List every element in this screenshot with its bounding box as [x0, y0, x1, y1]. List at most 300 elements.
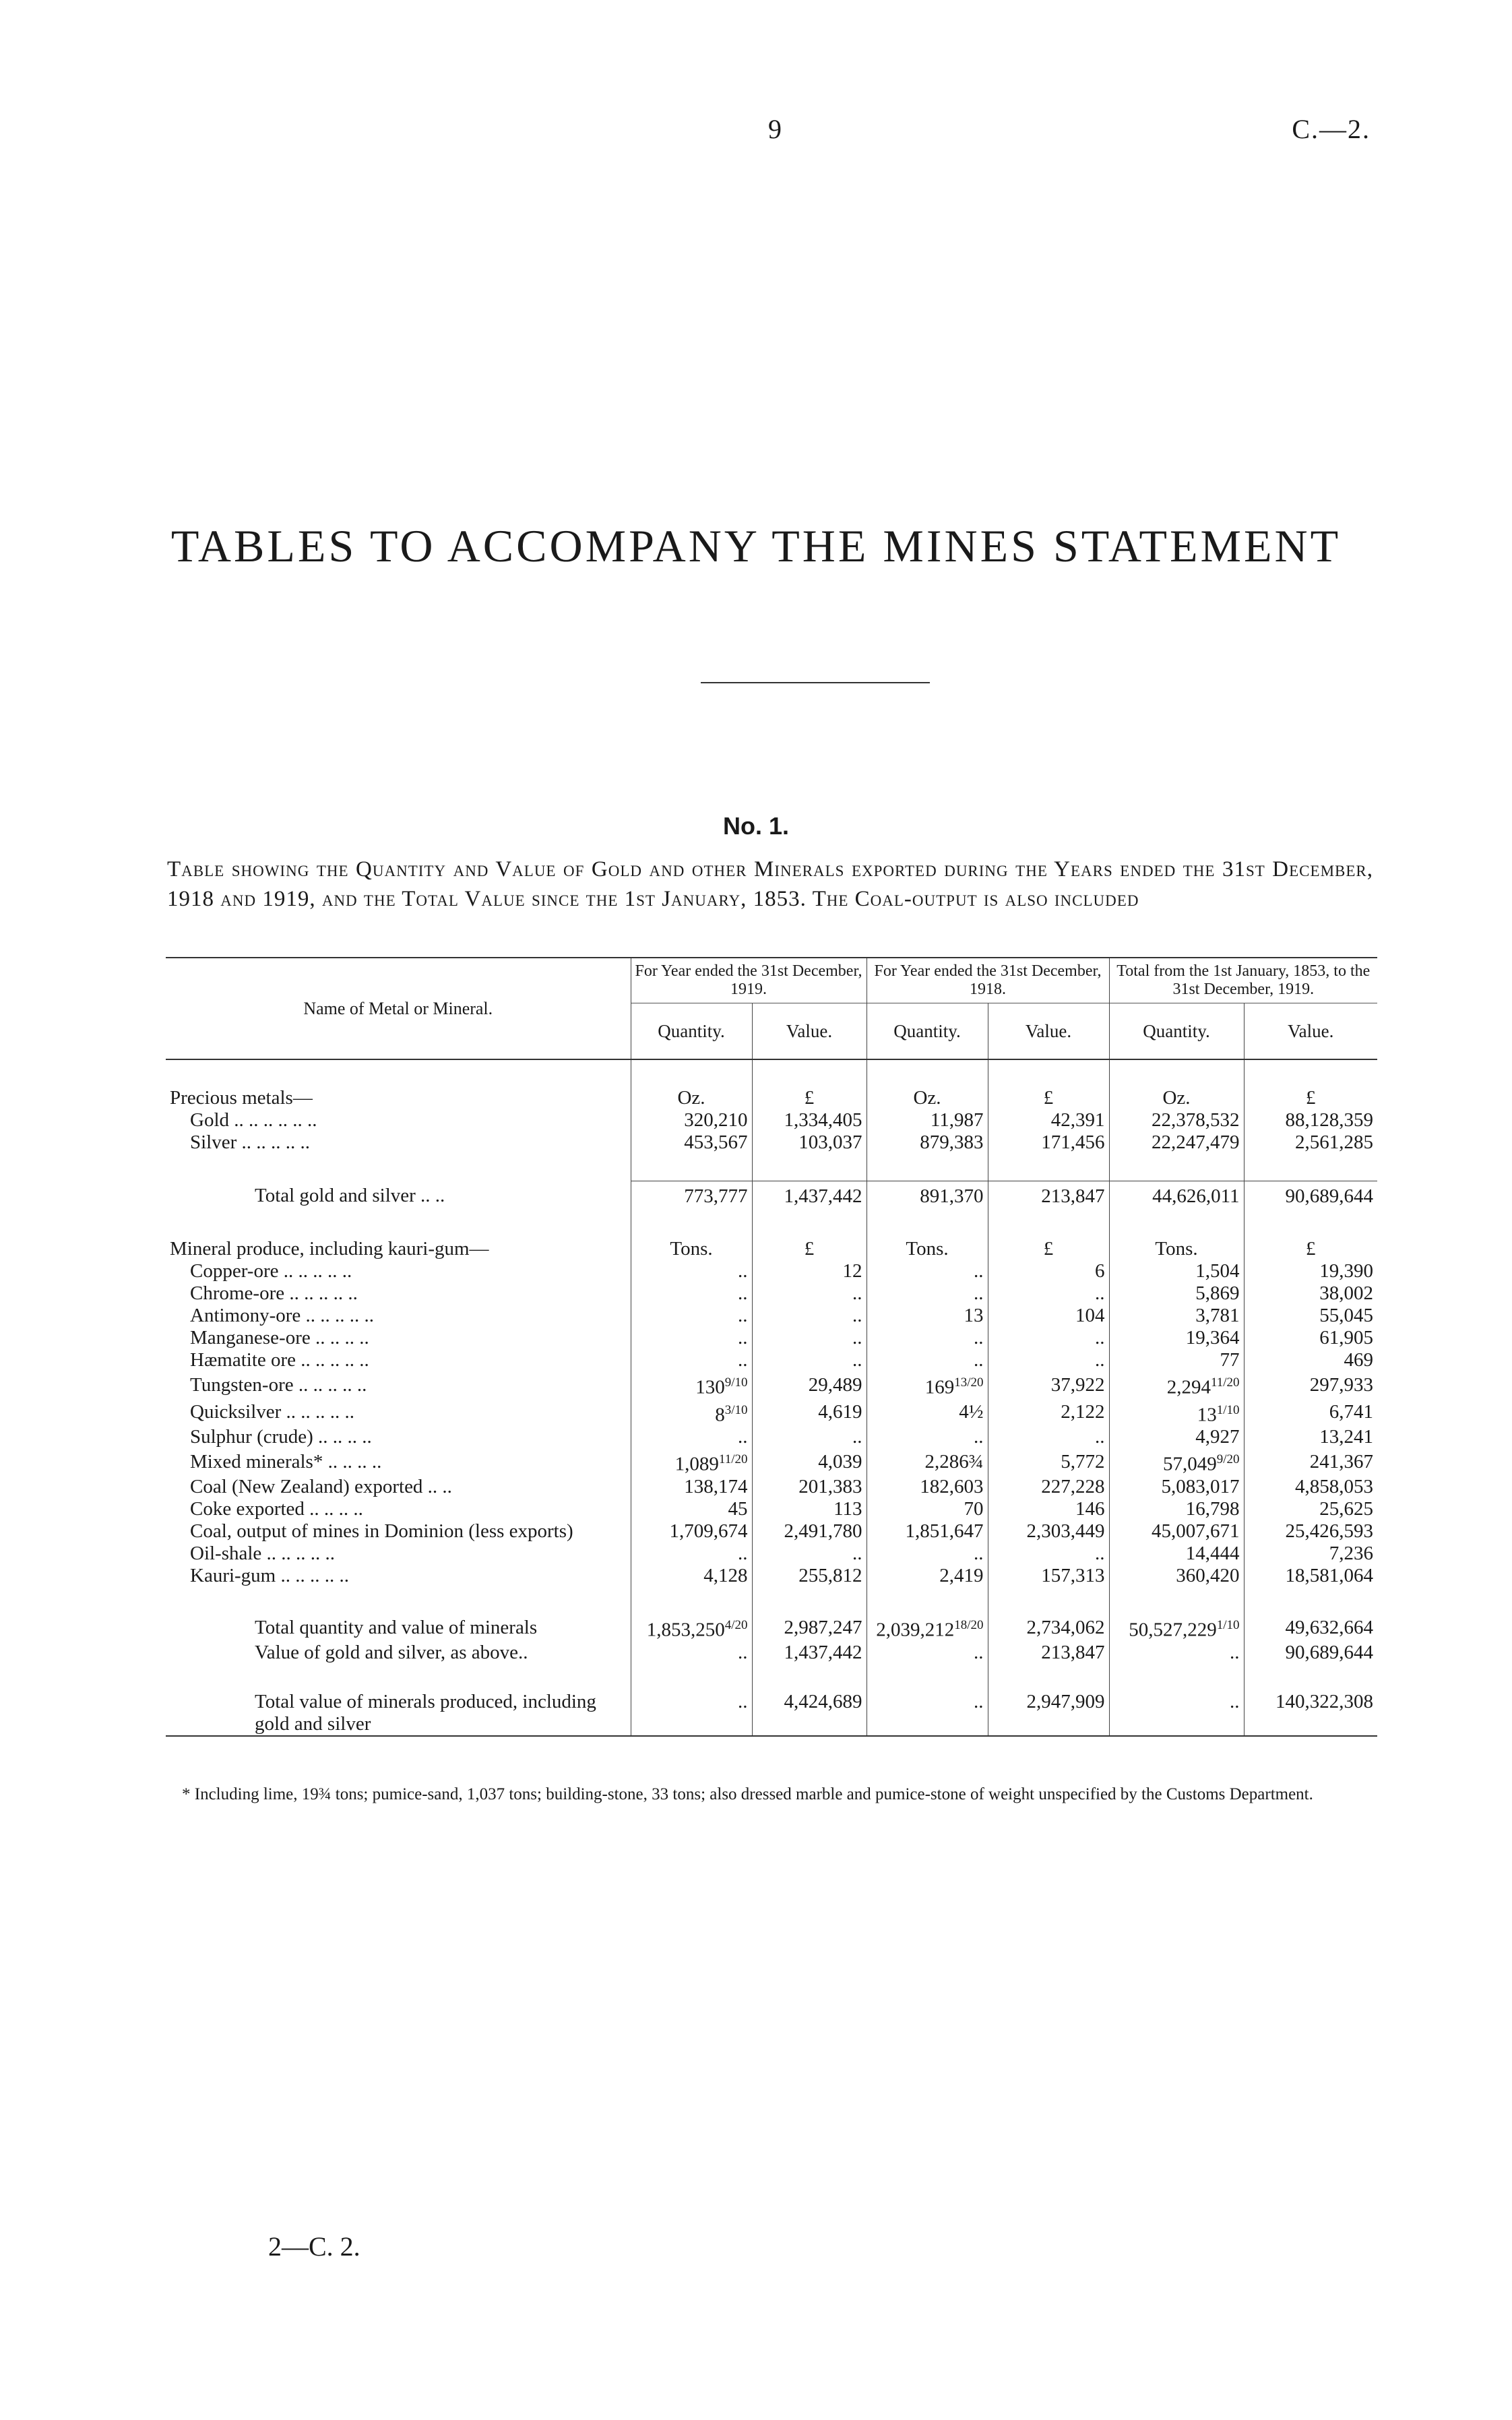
cell-value [988, 1476, 1109, 1498]
cell-value [1109, 1349, 1244, 1371]
table-row-total-minerals [166, 1614, 1377, 1642]
cell-number: .. [738, 1542, 748, 1564]
cell-number: .. [1230, 1690, 1240, 1712]
cell-number: 90,689,644 [1285, 1185, 1374, 1207]
cell-number: .. [738, 1305, 748, 1326]
cell-number: 2,286¾ [924, 1451, 984, 1473]
row-label: Total gold and silver .. .. [255, 1185, 445, 1207]
cell-number: .. [738, 1349, 748, 1371]
cell-value [988, 1371, 1109, 1399]
cell-value [1109, 1260, 1244, 1282]
page-number: 9 [768, 114, 782, 144]
cell-number: 77 [1220, 1349, 1240, 1371]
table-row-gold [166, 1109, 1377, 1131]
cell-number: .. [738, 1282, 748, 1304]
row-label: Tungsten-ore .. .. .. .. .. [190, 1373, 367, 1396]
cell-value [631, 1426, 752, 1448]
table-row-mixed-minerals [166, 1448, 1377, 1476]
cell-value [867, 1109, 988, 1131]
cell-value [1244, 1399, 1377, 1427]
cell-number: 22,247,479 [1152, 1131, 1240, 1153]
cell-value [988, 1181, 1109, 1212]
cell-number: 1,851,647 [905, 1520, 984, 1542]
col-value-1918: Value. [988, 1003, 1109, 1060]
footnote: * Including lime, 19¾ tons; pumice-sand, 1,037 tons; building-stone, 33 tons; also dressed marble and pumice-stone of weight unspecified by the Customs Department. [182, 1785, 1313, 1803]
cell-value [752, 1371, 867, 1399]
cell-number: 2,734,062 [1026, 1616, 1105, 1638]
section-label-minerals: Mineral produce, including kauri-gum— [170, 1238, 489, 1260]
table-row-copper [166, 1260, 1377, 1282]
cell-number: .. [974, 1690, 984, 1712]
cell-number: 2,947,909 [1026, 1690, 1105, 1712]
cell-number: 14,444 [1185, 1542, 1240, 1564]
section-label-precious: Precious metals— [170, 1087, 313, 1109]
cell-number: 50,527,229 [1129, 1619, 1217, 1641]
cell-number: 773,777 [684, 1185, 748, 1207]
cell-value [752, 1305, 867, 1327]
cell-number: 138,174 [684, 1475, 748, 1497]
cell-value [1109, 1565, 1244, 1587]
row-label: Coal, output of mines in Dominion (less exports) [190, 1520, 573, 1542]
cell-number: .. [852, 1426, 862, 1448]
cell-value [1109, 1498, 1244, 1520]
cell-value [631, 1565, 752, 1587]
cell-value [752, 1282, 867, 1305]
cell-number: .. [738, 1327, 748, 1348]
cell-number: .. [738, 1641, 748, 1663]
table-row-haematite [166, 1349, 1377, 1371]
cell-value [752, 1448, 867, 1476]
table-number: No. 1. [722, 812, 789, 840]
cell-value [1109, 1371, 1244, 1399]
cell-value [867, 1282, 988, 1305]
cell-number: 18,581,064 [1285, 1564, 1374, 1586]
cell-value [867, 1476, 988, 1498]
cell-value [752, 1131, 867, 1154]
cell-value [1109, 1691, 1244, 1736]
cell-value [631, 1498, 752, 1520]
cell-value [1244, 1520, 1377, 1543]
cell-number: 70 [964, 1497, 984, 1520]
cell-value [631, 1520, 752, 1543]
cell-number: 42,391 [1050, 1109, 1105, 1131]
cell-value [752, 1327, 867, 1349]
cell-number: 1,709,674 [669, 1520, 748, 1542]
row-label: Chrome-ore .. .. .. .. .. [190, 1282, 358, 1304]
col-value-total: Value. [1244, 1003, 1377, 1060]
cell-value [1109, 1305, 1244, 1327]
cell-number: .. [974, 1282, 984, 1304]
cell-number: 37,922 [1050, 1373, 1105, 1396]
cell-number: .. [974, 1349, 984, 1371]
cell-number: 1,504 [1195, 1260, 1240, 1282]
main-title: TABLES TO ACCOMPANY THE MINES STATEMENT [170, 520, 1342, 571]
cell-number: 213,847 [1041, 1641, 1105, 1663]
cell-value [752, 1260, 867, 1282]
cell-number: 169 [924, 1376, 955, 1398]
table-row-coal-exported [166, 1476, 1377, 1498]
row-label: Coal (New Zealand) exported .. .. [190, 1475, 452, 1497]
cell-number: 88,128,359 [1285, 1109, 1374, 1131]
cell-value [752, 1543, 867, 1565]
row-label: Mixed minerals* .. .. .. .. [190, 1451, 382, 1473]
cell-number: 25,426,593 [1285, 1520, 1374, 1542]
spacer-row [166, 1211, 1377, 1238]
row-label: Oil-shale .. .. .. .. .. [190, 1542, 336, 1564]
cell-value [1109, 1426, 1244, 1448]
cell-value [752, 1181, 867, 1212]
cell-number: 146 [1075, 1497, 1105, 1520]
header-row-groups [166, 958, 1377, 1003]
cell-value [1109, 1476, 1244, 1498]
cell-fraction: 3/10 [724, 1402, 748, 1417]
row-label: Quicksilver .. .. .. .. .. [190, 1401, 355, 1423]
cell-number: 19,364 [1185, 1327, 1240, 1348]
cell-number: .. [974, 1426, 984, 1448]
cell-value [631, 1260, 752, 1282]
cell-value [988, 1131, 1109, 1154]
cell-number: .. [852, 1327, 862, 1348]
cell-number: 38,002 [1319, 1282, 1374, 1304]
cell-value [631, 1327, 752, 1349]
cell-fraction: 9/20 [1216, 1452, 1240, 1467]
cell-number: 469 [1344, 1349, 1374, 1371]
cell-number: .. [974, 1542, 984, 1564]
table-row-manganese [166, 1327, 1377, 1349]
cell-value [988, 1109, 1109, 1131]
cell-value [867, 1399, 988, 1427]
cell-value [1244, 1327, 1377, 1349]
cell-number: 44,626,011 [1152, 1185, 1240, 1207]
cell-value [631, 1642, 752, 1664]
cell-value [867, 1371, 988, 1399]
cell-number: .. [852, 1349, 862, 1371]
cell-value [631, 1543, 752, 1565]
cell-number: .. [1095, 1282, 1105, 1304]
cell-value [631, 1691, 752, 1736]
cell-value [1244, 1426, 1377, 1448]
cell-number: .. [738, 1260, 748, 1282]
cell-number: 2,987,247 [784, 1616, 862, 1638]
cell-number: .. [738, 1690, 748, 1712]
cell-number: 2,294 [1166, 1376, 1211, 1398]
cell-number: 201,383 [798, 1475, 862, 1497]
cell-value [867, 1305, 988, 1327]
cell-value [631, 1349, 752, 1371]
table-row-chrome [166, 1282, 1377, 1305]
cell-number: 45,007,671 [1152, 1520, 1240, 1542]
spacer-row [166, 1154, 1377, 1181]
unit-cell: £ [752, 1238, 867, 1260]
cell-number: 157,313 [1041, 1564, 1105, 1586]
cell-value [1244, 1543, 1377, 1565]
section-row-precious [166, 1087, 1377, 1109]
cell-value [1244, 1614, 1377, 1642]
page-signature: 2—C. 2. [268, 2231, 360, 2262]
row-label: Total value of minerals produced, including gold and silver [166, 1691, 631, 1736]
cell-value [631, 1181, 752, 1212]
cell-number: 113 [833, 1497, 862, 1520]
cell-value [631, 1371, 752, 1399]
cell-number: 213,847 [1041, 1185, 1105, 1207]
col-value-1919: Value. [752, 1003, 867, 1060]
cell-number: .. [1095, 1542, 1105, 1564]
cell-number: .. [1230, 1641, 1240, 1663]
row-label: Sulphur (crude) .. .. .. .. [190, 1426, 372, 1448]
cell-value [988, 1448, 1109, 1476]
cell-value [1109, 1642, 1244, 1664]
table-row-oil-shale [166, 1543, 1377, 1565]
cell-number: 19,390 [1319, 1260, 1374, 1282]
cell-number: 4,039 [818, 1451, 862, 1473]
cell-number: 879,383 [920, 1131, 984, 1153]
cell-value [631, 1131, 752, 1154]
cell-number: 5,083,017 [1161, 1475, 1240, 1497]
cell-number: 1,437,442 [784, 1185, 862, 1207]
cell-number: 360,420 [1176, 1564, 1240, 1586]
cell-value [867, 1543, 988, 1565]
cell-number: 29,489 [808, 1373, 862, 1396]
cell-number: 103,037 [798, 1131, 862, 1153]
cell-value [988, 1399, 1109, 1427]
cell-number: 1,437,442 [784, 1641, 862, 1663]
cell-value [988, 1260, 1109, 1282]
cell-value [1244, 1109, 1377, 1131]
cell-value [867, 1614, 988, 1642]
cell-number: .. [738, 1426, 748, 1448]
col-header-name-text: Name of Metal or Mineral. [303, 998, 493, 1018]
unit-cell: £ [1244, 1087, 1377, 1109]
cell-fraction: 1/10 [1216, 1617, 1240, 1632]
cell-number: 171,456 [1041, 1131, 1105, 1153]
cell-value [1244, 1181, 1377, 1212]
cell-value [752, 1399, 867, 1427]
cell-value [867, 1448, 988, 1476]
cell-value [988, 1642, 1109, 1664]
cell-number: 297,933 [1309, 1373, 1374, 1396]
cell-number: 8 [715, 1404, 725, 1426]
cell-value [867, 1691, 988, 1736]
cell-value [867, 1642, 988, 1664]
cell-number: 891,370 [920, 1185, 984, 1207]
cell-value [631, 1282, 752, 1305]
cell-value [988, 1565, 1109, 1587]
minerals-table [166, 957, 1377, 1737]
cell-number: 2,561,285 [1295, 1131, 1374, 1153]
col-group-total: Total from the 1st January, 1853, to the 31st December, 1919. [1109, 958, 1377, 1003]
cell-value [1109, 1131, 1244, 1154]
unit-cell: £ [1244, 1238, 1377, 1260]
unit-cell: Oz. [867, 1087, 988, 1109]
unit-cell: Oz. [631, 1087, 752, 1109]
cell-value [867, 1260, 988, 1282]
cell-value [752, 1498, 867, 1520]
cell-value [752, 1614, 867, 1642]
caption-text: Table showing the Quantity and Value of Gold and other Minerals exported during the Years ended the 31st December, 1918 and 1919, and the Total Value since the 1st January, 1853. The Coal-output is also included [167, 857, 1373, 911]
table-row-antimony [166, 1305, 1377, 1327]
cell-number: 13 [964, 1305, 984, 1326]
table-caption [167, 855, 1373, 914]
cell-number: 6,741 [1329, 1401, 1374, 1423]
table-row-quicksilver [166, 1399, 1377, 1427]
cell-value [1244, 1305, 1377, 1327]
cell-number: 227,228 [1041, 1475, 1105, 1497]
cell-value [631, 1399, 752, 1427]
cell-value [988, 1498, 1109, 1520]
cell-number: 4,424,689 [784, 1690, 862, 1712]
cell-number: 22,378,532 [1152, 1109, 1240, 1131]
cell-value [867, 1327, 988, 1349]
cell-number: 4,858,053 [1295, 1475, 1374, 1497]
cell-number: 4,927 [1195, 1426, 1240, 1448]
row-label: Kauri-gum .. .. .. .. .. [190, 1564, 349, 1586]
cell-fraction: 9/10 [724, 1375, 748, 1390]
unit-cell: Tons. [1109, 1238, 1244, 1260]
cell-number: 57,049 [1163, 1453, 1217, 1475]
cell-value [988, 1426, 1109, 1448]
cell-value [631, 1109, 752, 1131]
row-label: Value of gold and silver, as above.. [255, 1641, 528, 1663]
cell-value [867, 1349, 988, 1371]
cell-value [1244, 1131, 1377, 1154]
col-group-1918: For Year ended the 31st December, 1918. [867, 958, 1109, 1003]
cell-value [752, 1691, 867, 1736]
spacer-row [166, 1059, 1377, 1087]
cell-value [988, 1691, 1109, 1736]
cell-number: 4,128 [703, 1564, 748, 1586]
cell-number: 453,567 [684, 1131, 748, 1153]
cell-number: 25,625 [1319, 1497, 1374, 1520]
cell-value [1244, 1282, 1377, 1305]
cell-number: 1,853,250 [646, 1619, 725, 1641]
cell-value [631, 1448, 752, 1476]
cell-number: 12 [842, 1260, 862, 1282]
cell-fraction: 18/20 [954, 1617, 984, 1632]
cell-number: 49,632,664 [1285, 1616, 1374, 1638]
cell-number: 140,322,308 [1275, 1690, 1374, 1712]
table-row-sulphur [166, 1426, 1377, 1448]
cell-number: 2,303,449 [1026, 1520, 1105, 1542]
cell-number: 182,603 [920, 1475, 984, 1497]
row-label: Total quantity and value of minerals [255, 1616, 538, 1638]
cell-fraction: 13/20 [954, 1375, 984, 1390]
cell-value [867, 1520, 988, 1543]
cell-value [988, 1305, 1109, 1327]
row-label: Coke exported .. .. .. .. [190, 1497, 363, 1520]
col-quantity-1918: Quantity. [867, 1003, 988, 1060]
cell-value [1109, 1282, 1244, 1305]
cell-value [1109, 1327, 1244, 1349]
cell-value [1244, 1349, 1377, 1371]
table-row-coal-output [166, 1520, 1377, 1543]
minerals-table-wrapper [166, 957, 1377, 1737]
cell-value [1244, 1565, 1377, 1587]
cell-value [1244, 1691, 1377, 1736]
cell-number: .. [974, 1641, 984, 1663]
cell-value [867, 1131, 988, 1154]
cell-fraction: 4/20 [724, 1617, 748, 1632]
cell-number: .. [974, 1260, 984, 1282]
cell-number: 55,045 [1319, 1305, 1374, 1326]
cell-number: 5,772 [1061, 1451, 1105, 1473]
cell-number: .. [852, 1282, 862, 1304]
cell-value [1244, 1642, 1377, 1664]
cell-number: .. [1095, 1327, 1105, 1348]
cell-number: 5,869 [1195, 1282, 1240, 1304]
col-quantity-1919: Quantity. [631, 1003, 752, 1060]
cell-value [752, 1642, 867, 1664]
cell-fraction: 1/10 [1216, 1402, 1240, 1417]
spacer-row [166, 1587, 1377, 1614]
document-reference: C.—2. [1292, 114, 1371, 144]
table-row-tungsten [166, 1371, 1377, 1399]
cell-number: 61,905 [1319, 1327, 1374, 1348]
col-header-name [166, 958, 631, 1059]
cell-number: .. [1095, 1426, 1105, 1448]
cell-value [867, 1181, 988, 1212]
cell-value [867, 1498, 988, 1520]
row-label: Antimony-ore .. .. .. .. .. [190, 1305, 375, 1326]
cell-value [867, 1426, 988, 1448]
cell-value [1109, 1520, 1244, 1543]
cell-number: .. [852, 1305, 862, 1326]
cell-value [1244, 1498, 1377, 1520]
cell-number: 4,619 [818, 1401, 862, 1423]
row-label: Hæmatite ore .. .. .. .. .. [190, 1349, 369, 1371]
cell-value [988, 1349, 1109, 1371]
cell-number: 3,781 [1195, 1305, 1240, 1326]
title-rule [701, 682, 930, 683]
cell-value [1109, 1543, 1244, 1565]
cell-value [1109, 1614, 1244, 1642]
cell-value [631, 1476, 752, 1498]
unit-cell: Oz. [1109, 1087, 1244, 1109]
cell-value [1109, 1181, 1244, 1212]
cell-number: 2,039,212 [876, 1619, 955, 1641]
cell-number: 2,491,780 [784, 1520, 862, 1542]
cell-number: 1,089 [674, 1453, 719, 1475]
cell-value [752, 1109, 867, 1131]
cell-value [988, 1327, 1109, 1349]
cell-number: 11,987 [930, 1109, 984, 1131]
cell-value [752, 1520, 867, 1543]
cell-number: 45 [728, 1497, 748, 1520]
cell-number: 2,122 [1061, 1401, 1105, 1423]
cell-value [631, 1614, 752, 1642]
cell-number: .. [974, 1327, 984, 1348]
cell-value [988, 1520, 1109, 1543]
cell-value [752, 1565, 867, 1587]
cell-number: 104 [1075, 1305, 1105, 1326]
row-label: Silver .. .. .. .. .. [190, 1131, 311, 1153]
cell-number: 4½ [959, 1401, 984, 1423]
cell-value [1109, 1399, 1244, 1427]
spacer-row [166, 1664, 1377, 1691]
cell-fraction: 11/20 [1210, 1375, 1240, 1390]
cell-value [1244, 1448, 1377, 1476]
unit-cell: £ [752, 1087, 867, 1109]
cell-number: 16,798 [1185, 1497, 1240, 1520]
cell-value [752, 1349, 867, 1371]
cell-number: 7,236 [1329, 1542, 1374, 1564]
table-row-coke [166, 1498, 1377, 1520]
cell-value [988, 1282, 1109, 1305]
cell-number: 6 [1095, 1260, 1105, 1282]
table-row-value-gold-silver [166, 1642, 1377, 1664]
cell-value [631, 1305, 752, 1327]
row-label: Manganese-ore .. .. .. .. [190, 1327, 369, 1348]
table-row-total-value [166, 1691, 1377, 1736]
